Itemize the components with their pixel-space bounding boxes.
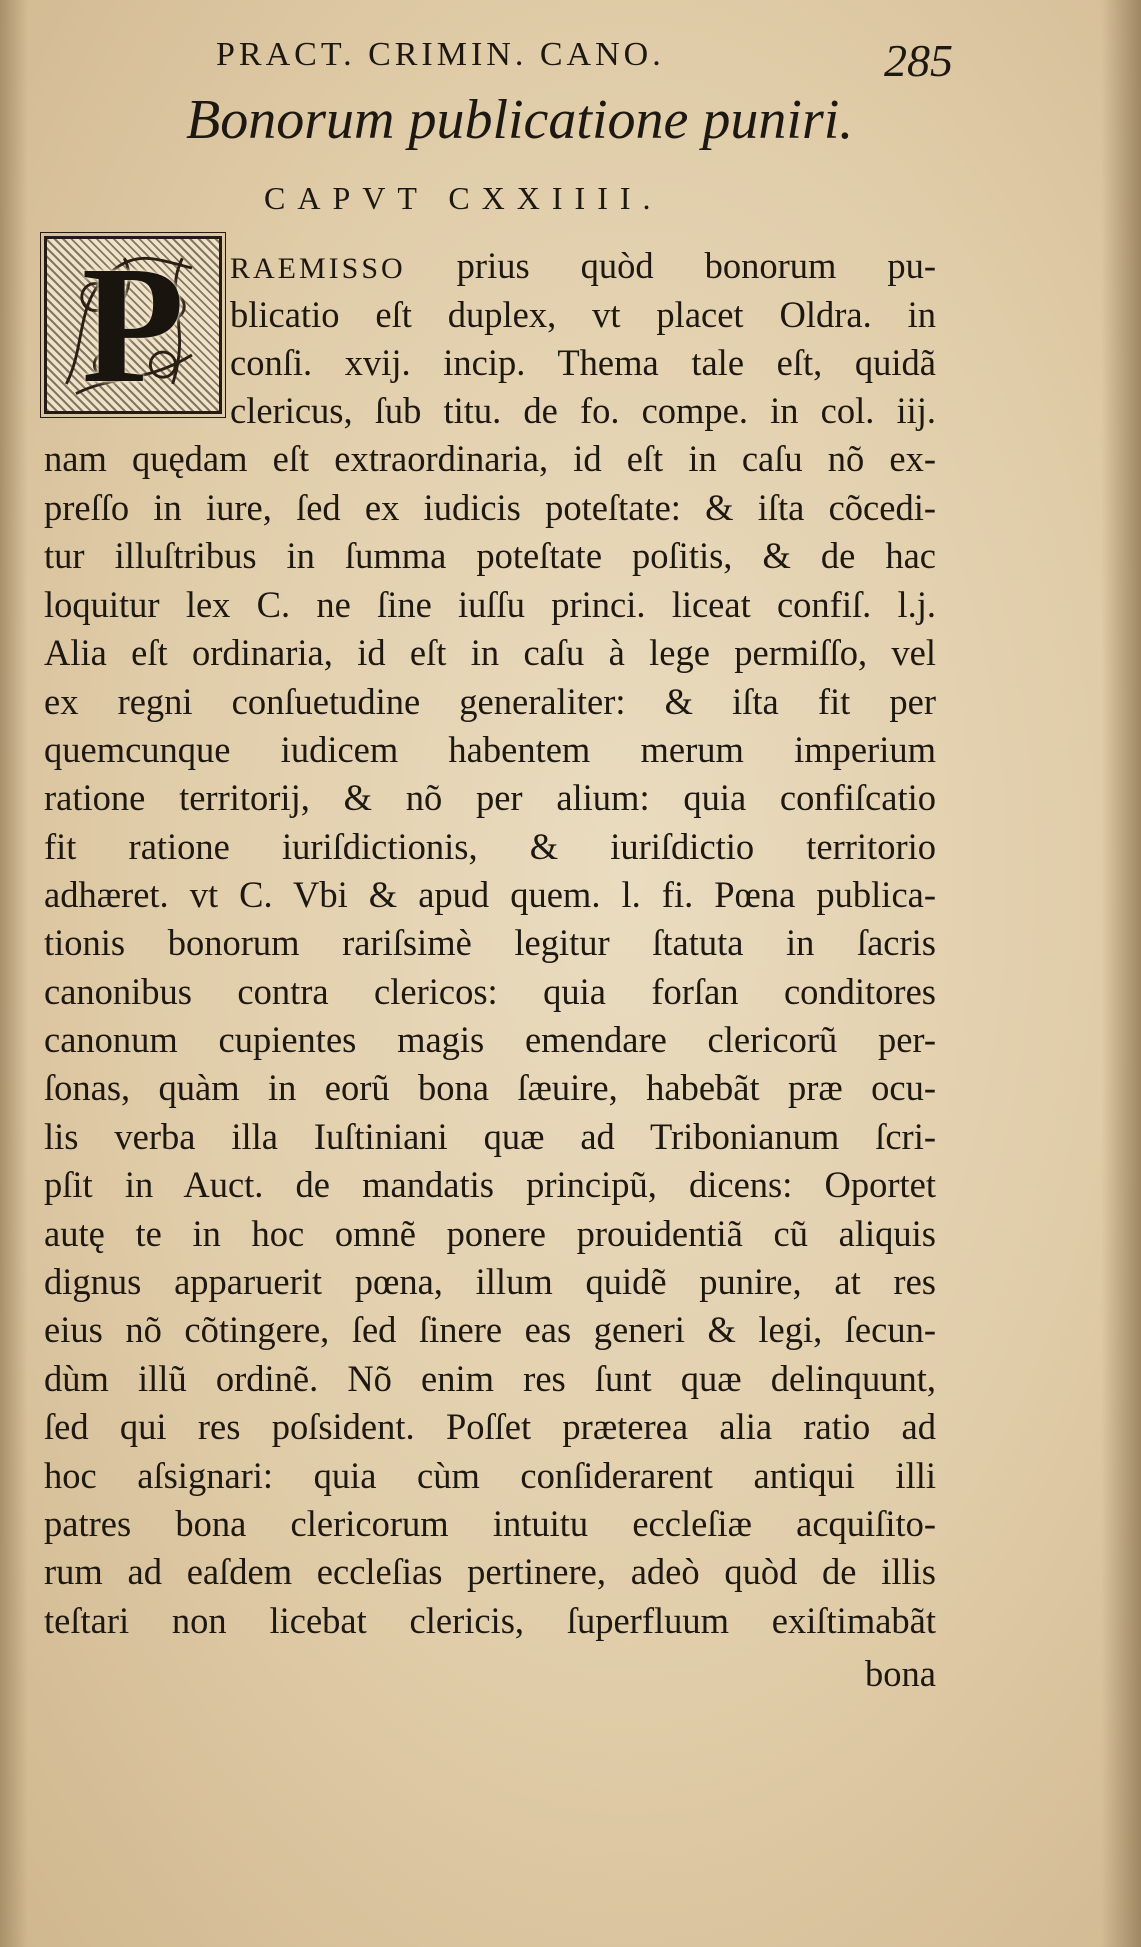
- text-line: pſit in Auct. de mandatis principũ, dicens: Oportet: [44, 1164, 936, 1205]
- text-line: dignus apparuerit pœna, illum quidẽ punire, at res: [44, 1261, 936, 1302]
- first-line-text: prius quòd bonorum pu-: [405, 245, 936, 286]
- text-line: blicatio eſt duplex, vt placet Oldra. in: [230, 294, 936, 335]
- text-line: hoc aſsignari: quia cùm conſiderarent antiqui illi: [44, 1455, 936, 1496]
- text-line: tur illuſtribus in ſumma poteſtate poſitis, & de hac: [44, 535, 936, 576]
- text-line: ſonas, quàm in eorũ bona ſæuire, habebãt præ ocu-: [44, 1067, 936, 1108]
- text-line: nam quędam eſt extraordinaria, id eſt in caſu nõ ex-: [44, 438, 936, 479]
- text-line: Alia eſt ordinaria, id eſt in caſu à lege permiſſo, vel: [44, 632, 936, 673]
- text-line: ratione territorij, & nõ per alium: quia confiſcatio: [44, 777, 936, 818]
- page-number: 285: [884, 35, 953, 86]
- text-line: quemcunque iudicem habentem merum imperium: [44, 729, 936, 770]
- first-word-caps: RAEMISSO: [230, 252, 406, 285]
- text-line: conſi. xvij. incip. Thema tale eſt, quidã: [230, 342, 936, 383]
- initial-letter: P: [81, 236, 185, 414]
- catchword: bona: [865, 1653, 936, 1694]
- text-line: ſed qui res poſsident. Poſſet præterea alia ratio ad: [44, 1406, 936, 1447]
- text-line: patres bona clericorum intuitu eccleſiæ acquiſito-: [44, 1503, 936, 1544]
- page-edge-shadow: [1101, 0, 1141, 1947]
- text-line: [230, 245, 936, 286]
- text-line: dùm illũ ordinẽ. Nõ enim res ſunt quæ delinquunt,: [44, 1358, 936, 1399]
- chapter-title: Bonorum publicatione puniri.: [186, 89, 854, 151]
- text-line: canonum cupientes magis emendare clericorũ per-: [44, 1019, 936, 1060]
- text-line: eius nõ cõtingere, ſed ſinere eas generi & legi, ſecun-: [44, 1309, 936, 1350]
- text-line: canonibus contra clericos: quia forſan conditores: [44, 971, 936, 1012]
- text-line: tionis bonorum rariſsimè legitur ſtatuta in ſacris: [44, 922, 936, 963]
- text-line: lis verba illa Iuſtiniani quæ ad Tribonianum ſcri-: [44, 1116, 936, 1157]
- text-line: autę te in hoc omnẽ ponere prouidentiã cũ aliquis: [44, 1213, 936, 1254]
- chapter-number: CAPVT CXXIIII.: [264, 180, 663, 216]
- text-line: clericus, ſub titu. de fo. compe. in col. iij.: [230, 390, 936, 431]
- text-line: adhæret. vt C. Vbi & apud quem. l. fi. Pœna publica-: [44, 874, 936, 915]
- page-gutter-shadow: [0, 0, 28, 1947]
- text-line: fit ratione iuriſdictionis, & iuriſdictio territorio: [44, 826, 936, 867]
- text-line: loquitur lex C. ne ſine iuſſu princi. liceat confiſ. l.j.: [44, 584, 936, 625]
- running-head: PRACT. CRIMIN. CANO.: [216, 36, 665, 73]
- text-line: ex regni conſuetudine generaliter: & iſta fit per: [44, 681, 936, 722]
- decorated-initial: [44, 236, 222, 414]
- text-line: teſtari non licebat clericis, ſuperfluum exiſtimabãt: [44, 1600, 936, 1641]
- text-line: preſſo in iure, ſed ex iudicis poteſtate: & iſta cõcedi-: [44, 487, 936, 528]
- text-line: rum ad eaſdem eccleſias pertinere, adeò quòd de illis: [44, 1551, 936, 1592]
